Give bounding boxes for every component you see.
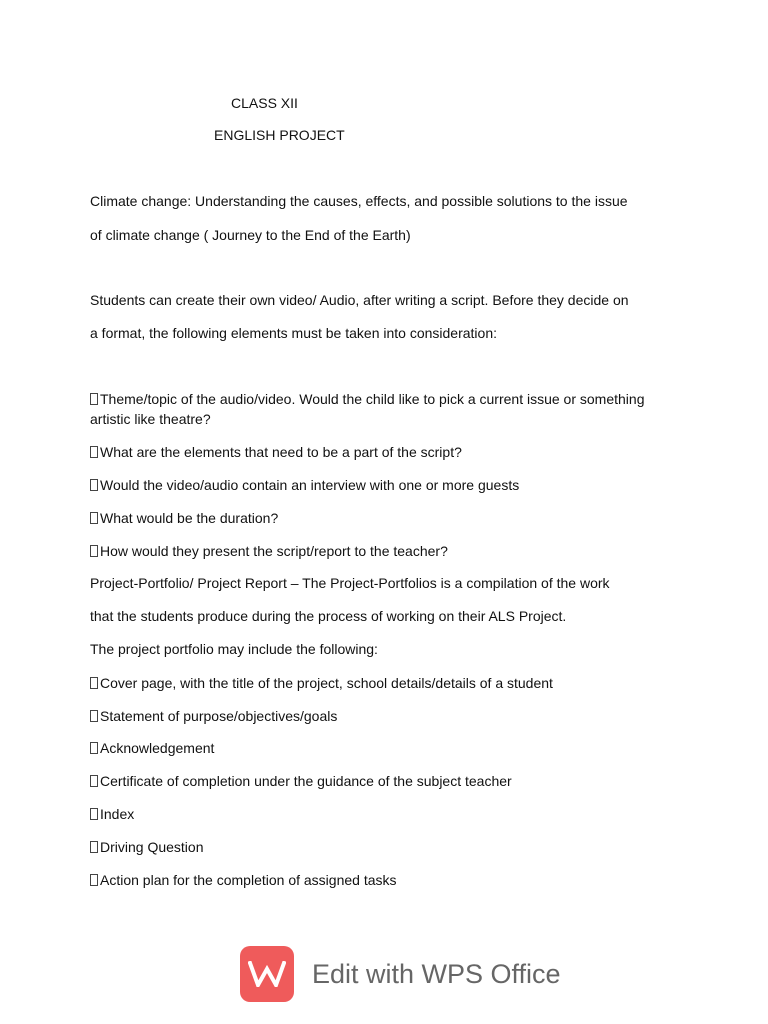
portfolio-item	[90, 674, 553, 692]
portfolio-item-text: Action plan for the completion of assigned tasks	[100, 872, 397, 888]
portfolio-line-3: The project portfolio may include the following:	[90, 641, 378, 657]
portfolio-item	[90, 707, 337, 725]
portfolio-line-1: Project-Portfolio/ Project Report – The Project-Portfolios is a compilation of the work	[90, 575, 610, 591]
portfolio-item	[90, 838, 204, 856]
portfolio-item-text: Acknowledgement	[100, 740, 215, 756]
bullet-glyph	[90, 742, 98, 754]
topic-line-2: of climate change ( Journey to the End of the Earth)	[90, 227, 411, 243]
bullet-glyph	[90, 512, 98, 524]
portfolio-item-text: Statement of purpose/objectives/goals	[100, 708, 338, 724]
portfolio-item	[90, 739, 214, 757]
consideration-item	[90, 542, 448, 560]
consideration-text: Would the video/audio contain an interview with one or more guests	[100, 477, 520, 493]
portfolio-item	[90, 805, 134, 823]
intro-line-1: Students can create their own video/ Audio, after writing a script. Before they decide on	[90, 292, 629, 308]
wps-edit-banner[interactable]	[240, 946, 561, 1002]
portfolio-item-text: Index	[100, 806, 135, 822]
wps-logo-icon[interactable]	[240, 946, 294, 1002]
portfolio-item-text: Driving Question	[100, 839, 204, 855]
consideration-text: Theme/topic of the audio/video. Would the child like to pick a current issue or something	[100, 391, 645, 407]
bullet-glyph	[90, 446, 98, 458]
consideration-item	[90, 509, 278, 527]
portfolio-line-2: that the students produce during the process of working on their ALS Project.	[90, 608, 567, 624]
bullet-glyph	[90, 775, 98, 787]
bullet-glyph	[90, 710, 98, 722]
bullet-glyph	[90, 393, 98, 405]
portfolio-item-text: Cover page, with the title of the project, school details/details of a student	[100, 675, 553, 691]
portfolio-item	[90, 772, 512, 790]
consideration-text: How would they present the script/report to the teacher?	[100, 543, 448, 559]
wps-edit-label[interactable]: Edit with WPS Office	[312, 958, 561, 989]
consideration-continuation: artistic like theatre?	[90, 411, 211, 427]
consideration-item	[90, 390, 644, 408]
consideration-text: What are the elements that need to be a part of the script?	[100, 444, 462, 460]
bullet-glyph	[90, 808, 98, 820]
intro-line-2: a format, the following elements must be taken into consideration:	[90, 325, 497, 341]
consideration-item	[90, 443, 462, 461]
consideration-item	[90, 476, 519, 494]
topic-line-1: Climate change: Understanding the causes, effects, and possible solutions to the issue	[90, 193, 628, 209]
project-heading: ENGLISH PROJECT	[214, 127, 345, 143]
bullet-glyph	[90, 545, 98, 557]
class-heading: CLASS XII	[231, 95, 298, 111]
bullet-glyph	[90, 841, 98, 853]
consideration-text: What would be the duration?	[100, 510, 279, 526]
portfolio-item	[90, 871, 397, 889]
bullet-glyph	[90, 874, 98, 886]
bullet-glyph	[90, 479, 98, 491]
portfolio-item-text: Certificate of completion under the guidance of the subject teacher	[100, 773, 512, 789]
bullet-glyph	[90, 677, 98, 689]
wps-w-glyph	[248, 961, 286, 987]
